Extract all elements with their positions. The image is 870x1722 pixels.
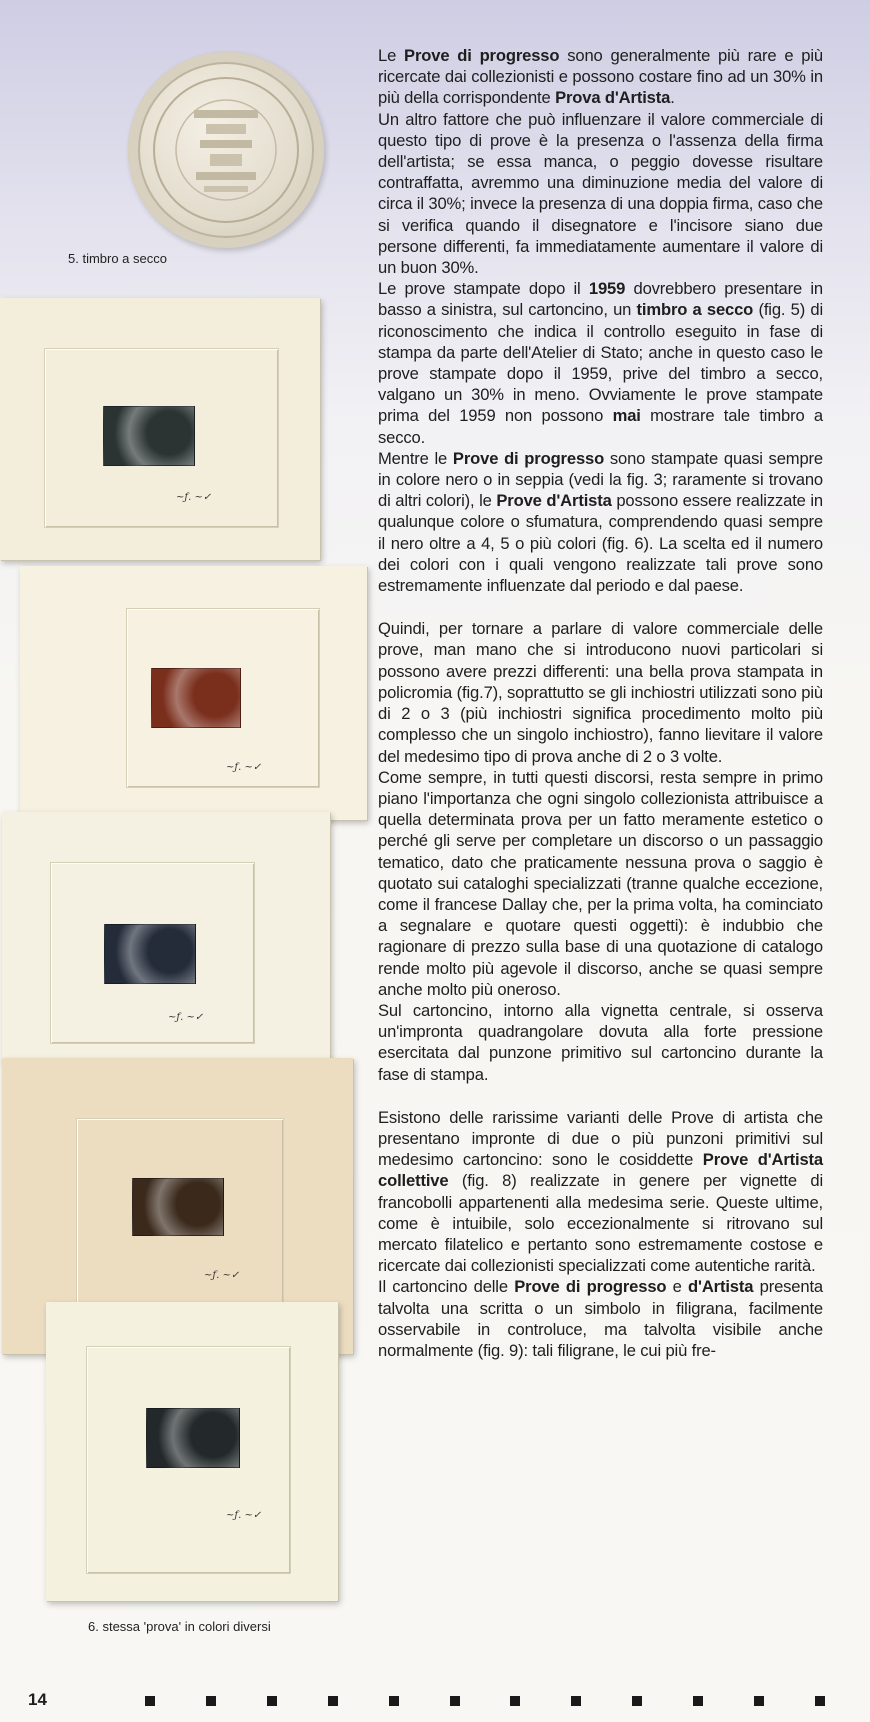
- seal-emblem-icon: [128, 52, 324, 248]
- square-bullet-icon: [510, 1696, 520, 1706]
- proofs-caption: 6. stessa 'prova' in colori diversi: [88, 1619, 271, 1634]
- stamp-vignette: [103, 406, 195, 466]
- square-bullet-icon: [145, 1696, 155, 1706]
- footer-bullets: [145, 1696, 825, 1706]
- paragraph: Come sempre, in tutti questi discorsi, resta sempre in primo piano l'importanza che ogni singolo collezionista attribuisce a quella determinata prova per un fatto meramente estetico o perché gli serve per completare un discorso o un passaggio tematico, dato che praticamente nessuna prova o saggio è quotato sui cataloghi specializzati (tranne qualche eccezione, come il francese Dallay che, per la prima volta, ha cominciato a segnalare e quotare questi oggetti): è indubbio che ragionare di prezzo sulla base di una quotazione di catalogo rende molto più agevole il discorso, anche se quasi sempre anche molto più oneroso.: [378, 767, 823, 999]
- paragraph: Un altro fattore che può influenzare il valore commerciale di questo tipo di prove è la presenza o l'assenza della firma dell'artista; se essa manca, o peggio dovesse risultare contraffatta, avremmo una diminuzione media del valore di circa il 30%; invece la presenza di una doppia firma, caso che si verifica quando il disegnatore e l'incisore siano due persone differenti, fa immediatamente aumentare il valore di un buon 30%.: [378, 109, 823, 278]
- stamp-vignette: [151, 668, 241, 728]
- stamp-vignette: [132, 1178, 224, 1236]
- artist-signature: ~ƒ. ~✓: [168, 1012, 204, 1023]
- page-footer: [0, 1690, 870, 1714]
- paragraph: Le Prove di progresso sono generalmente più rare e più ricercate dai collezionisti e possono costare fino ad un 30% in più della corrispondente Prova d'Artista.: [378, 46, 823, 108]
- paragraph: Esistono delle rarissime varianti delle Prove di artista che presentano impronte di due o più punzoni primitivi sul medesimo cartoncino: sono le cosiddette Prove d'Artista collettive (fig. 8) realizzate in genere per vignette di francobolli appartenenti alla medesima serie. Queste ultime, come è intuibile, solo eccezionalmente si ritrovano sul mercato filatelico e pertanto sono estremamente costose e ricercate dai collezionisti specializzati come autentiche rarità.: [378, 1107, 823, 1276]
- square-bullet-icon: [206, 1696, 216, 1706]
- artist-signature: ~ƒ. ~✓: [226, 762, 262, 773]
- paragraph: Le prove stampate dopo il 1959 dovrebbero presentare in basso a sinistra, sul cartoncino, un timbro a secco (fig. 5) di riconoscimento che indica il controllo eseguito in fase di stampa da parte dell'Atelier di Stato; anche in questo caso le prove stampate dopo il 1959, prive del timbro a secco, valgano un 30% in meno. Ovviamente le prove stampate prima del 1959 non possono mai mostrare tale timbro a secco.: [378, 279, 823, 447]
- stamp-vignette: [146, 1408, 240, 1468]
- square-bullet-icon: [450, 1696, 460, 1706]
- proof-card-black-3: [46, 1302, 338, 1601]
- square-bullet-icon: [632, 1696, 642, 1706]
- dry-stamp-seal-image: [128, 52, 324, 248]
- page-number: 14: [28, 1690, 47, 1709]
- artist-signature: ~ƒ. ~✓: [176, 492, 212, 503]
- paragraph: Il cartoncino delle Prove di progresso e d'Artista presenta talvolta una scritta o un simbolo in filigrana, facilmente osservabile in controluce, ma talvolta visibile anche normalmente (fig. 9): tali filigrane, le cui più fre-: [378, 1277, 824, 1360]
- seal-caption: 5. timbro a secco: [68, 251, 167, 266]
- artist-signature: ~ƒ. ~✓: [204, 1270, 240, 1281]
- artist-signature: ~ƒ. ~✓: [226, 1510, 262, 1521]
- paragraph: Quindi, per tornare a parlare di valore commerciale delle prove, man mano che si introducono nuovi particolari si possono avere prezzi differenti: una bella prova stampata in policromia (fig.7), soprattutto se gli inchiostri utilizzati sono più di 2 o 3 (più inchiostri significa procedimento molto più complesso che un singolo inchiostro), fanno lievitare il valore del medesimo tipo di prova anche di 2 o 3 volte.: [378, 619, 823, 766]
- square-bullet-icon: [328, 1696, 338, 1706]
- square-bullet-icon: [693, 1696, 703, 1706]
- proof-card-black-1: [0, 298, 320, 560]
- stamp-vignette: [104, 924, 196, 984]
- proof-card-red: [20, 566, 367, 820]
- paragraph: Mentre le Prove di progresso sono stampate quasi sempre in colore nero o in seppia (vedi la fig. 3; raramente si trovano di altri colori), le Prove d'Artista possono essere realizzate in qualunque colore o sfumatura, comprendendo quasi sempre il nero oltre a 4, 5 o più colori (fig. 6). La scelta ed il numero dei colori con i quali vengono realizzate tali prove sono estremamente influenzate dal periodo e dal paese.: [378, 448, 823, 596]
- square-bullet-icon: [571, 1696, 581, 1706]
- square-bullet-icon: [389, 1696, 399, 1706]
- proof-card-black-2: [2, 812, 330, 1062]
- article-body: [378, 45, 823, 1361]
- paragraph: Sul cartoncino, intorno alla vignetta centrale, si osserva un'impronta quadrangolare dovuta alla forte pressione esercitata dal punzone primitivo sul cartoncino durante la fase di stampa.: [378, 1000, 823, 1084]
- square-bullet-icon: [815, 1696, 825, 1706]
- square-bullet-icon: [267, 1696, 277, 1706]
- square-bullet-icon: [754, 1696, 764, 1706]
